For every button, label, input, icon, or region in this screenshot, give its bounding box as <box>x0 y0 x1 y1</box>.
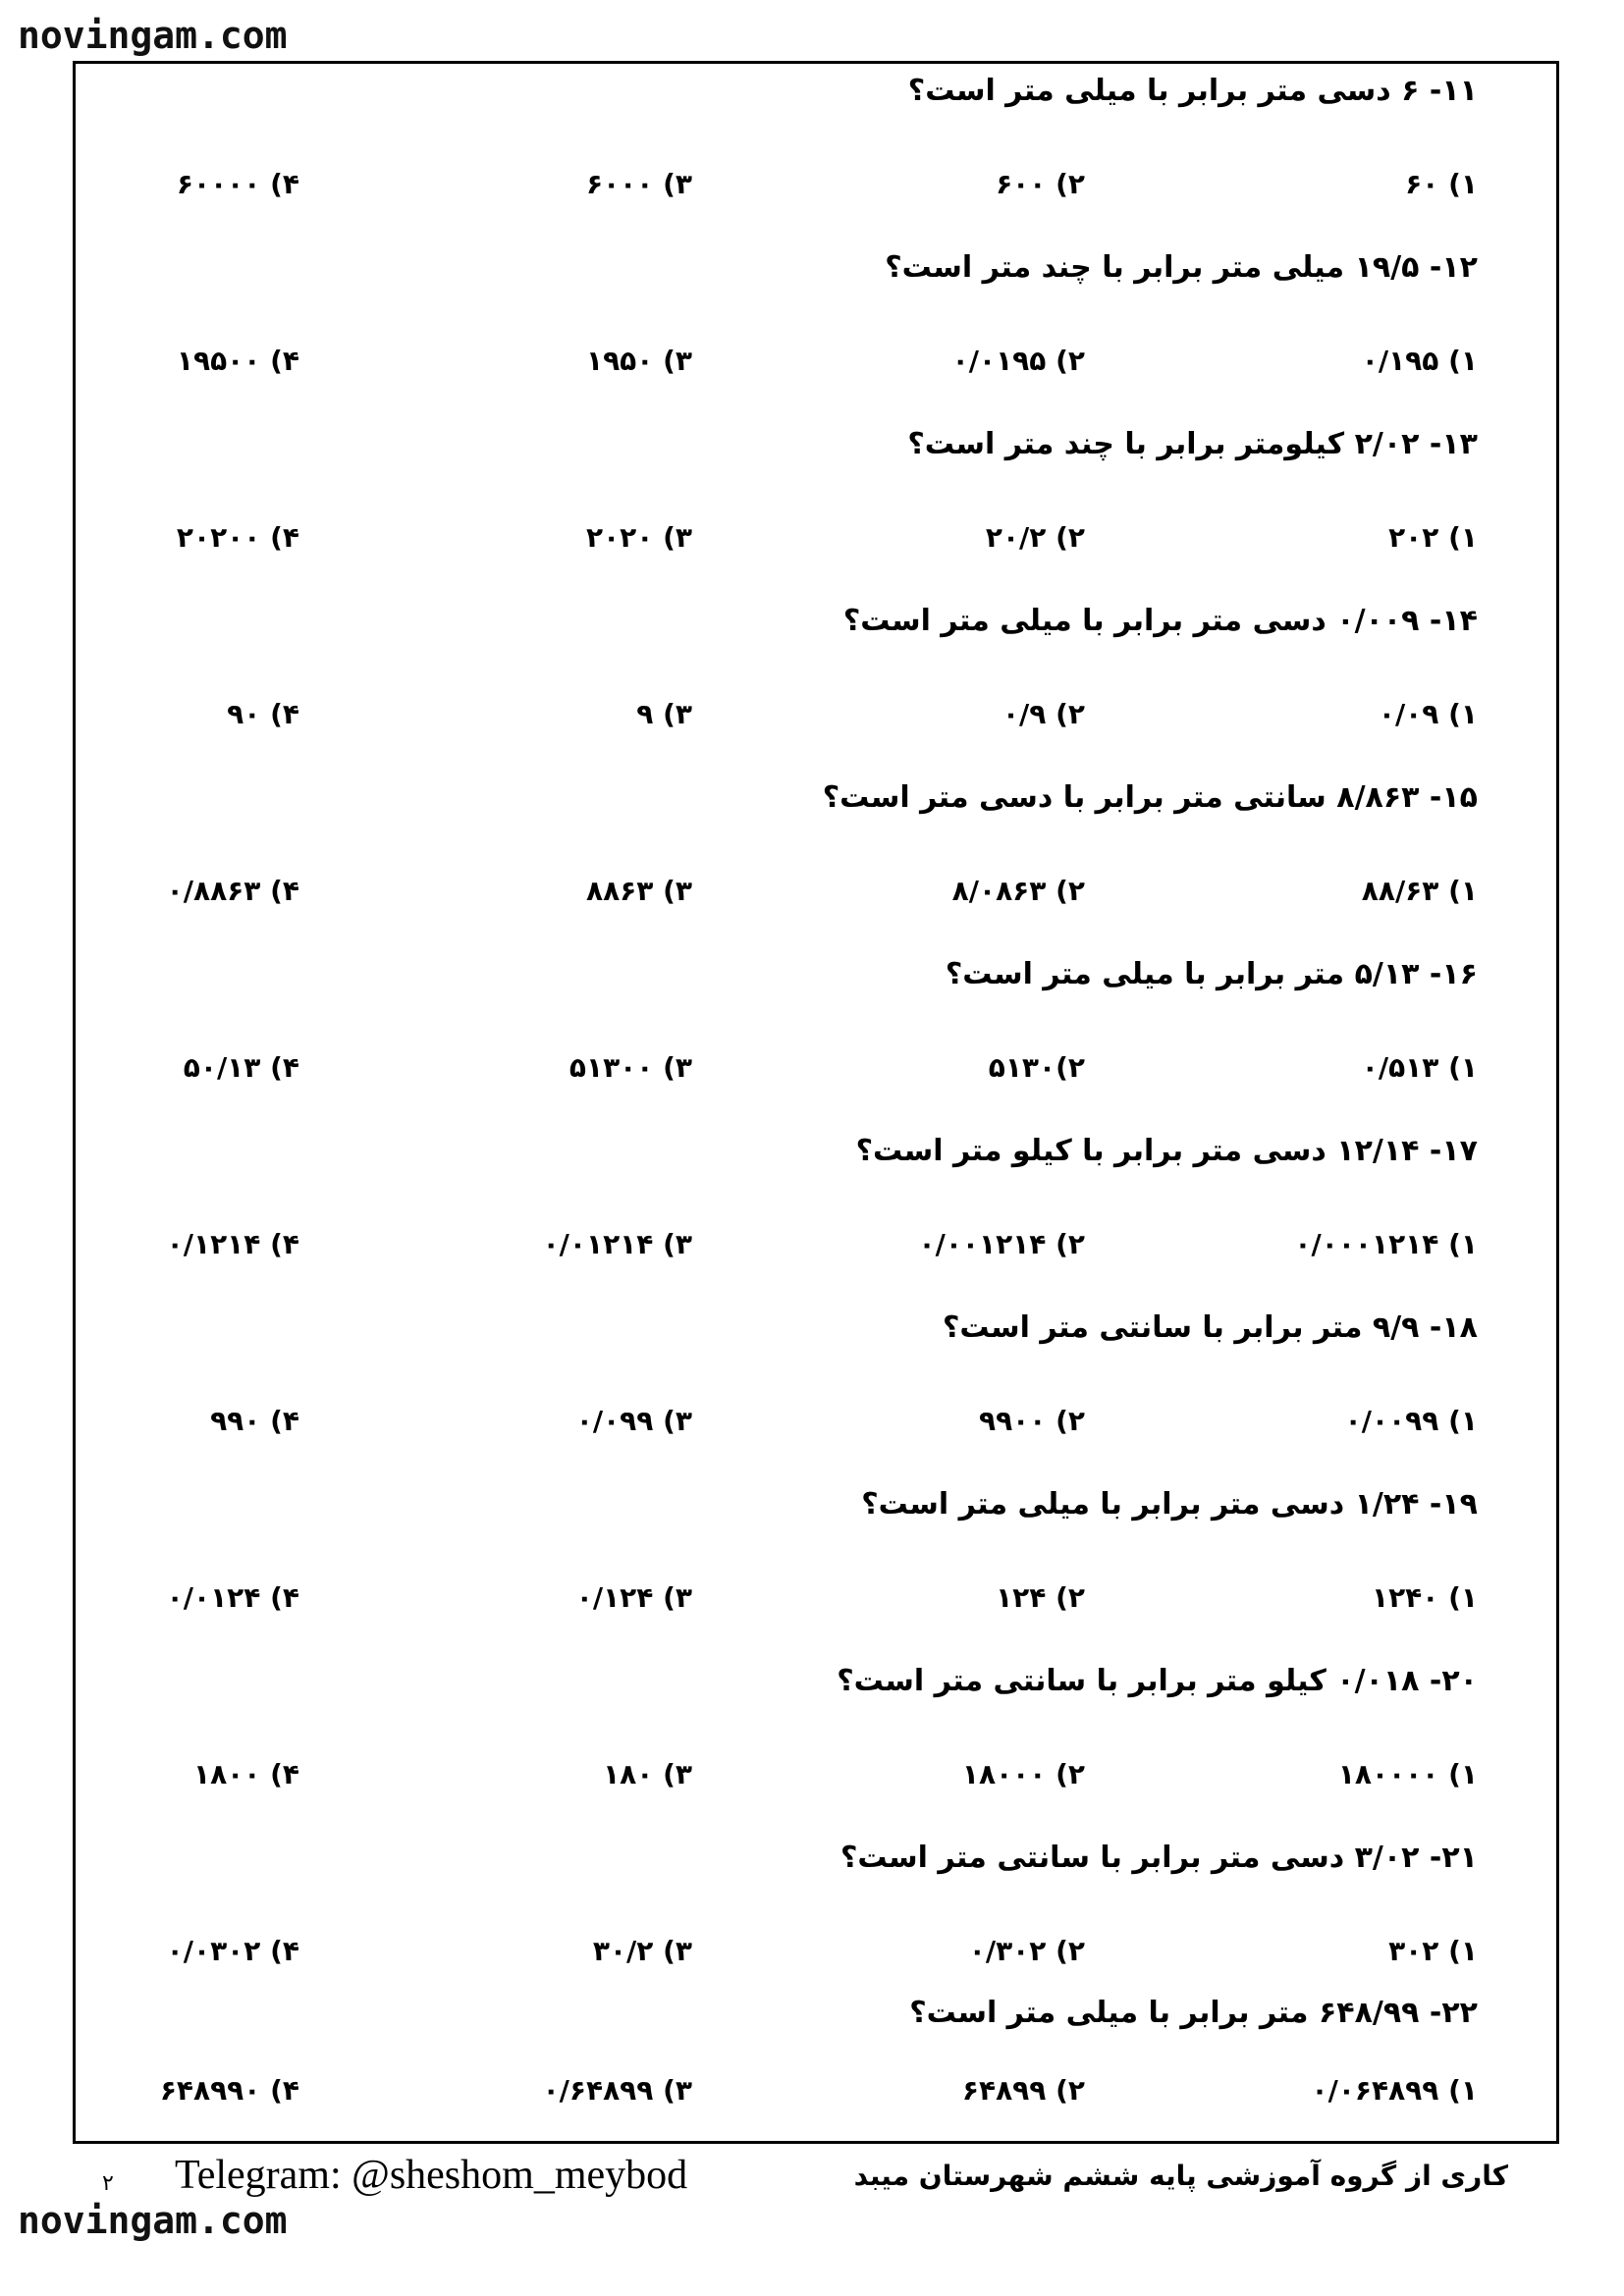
options-17 <box>76 1228 1556 1267</box>
question-12: ۱۲- ۱۹/۵ میلی متر برابر با چند متر است؟ <box>885 250 1478 285</box>
option-1: ۱) ۰/۰۰۹۹ <box>1344 1405 1478 1437</box>
option-4: ۴) ۹۹۰ <box>210 1405 299 1437</box>
option-4: ۴) ۶۰۰۰۰ <box>176 168 299 200</box>
option-4: ۴) ۹۰ <box>227 698 299 730</box>
option-2: ۲) ۰/۰۱۹۵ <box>951 345 1085 377</box>
option-2: ۲) ۰/۳۰۲ <box>968 1935 1085 1967</box>
watermark-bottom: novingam.com <box>18 2199 288 2242</box>
question-15: ۱۵- ۸/۸۶۳ سانتی متر برابر با دسی متر است؟ <box>822 780 1478 815</box>
option-1: ۱) ۱۸۰۰۰۰ <box>1337 1758 1478 1790</box>
question-14: ۱۴- ۰/۰۰۹ دسی متر برابر با میلی متر است؟ <box>842 604 1478 638</box>
option-1: ۱) ۰/۱۹۵ <box>1361 345 1478 377</box>
option-3: ۳) ۱۸۰ <box>603 1758 692 1790</box>
option-3: ۳) ۹ <box>636 698 692 730</box>
question-frame <box>73 61 1559 2144</box>
option-2: ۲) ۰/۰۰۱۲۱۴ <box>918 1228 1085 1260</box>
option-1: ۱) ۶۰ <box>1405 168 1478 200</box>
footer-credit: کاری از گروه آموزشی پایه ششم شهرستان میبد <box>853 2160 1508 2192</box>
footer-telegram: Telegram: @sheshom_meybod <box>175 2153 688 2198</box>
option-4: ۴) ۱۸۰۰ <box>193 1758 299 1790</box>
question-18: ۱۸- ۹/۹ متر برابر با سانتی متر است؟ <box>943 1310 1478 1345</box>
option-3: ۳) ۰/۰۹۹ <box>575 1405 692 1437</box>
options-14 <box>76 698 1556 737</box>
option-3: ۳) ۰/۰۱۲۱۴ <box>542 1228 692 1260</box>
option-4: ۴) ۵۰/۱۳ <box>183 1051 299 1084</box>
question-13: ۱۳- ۲/۰۲ کیلومتر برابر با چند متر است؟ <box>907 427 1478 461</box>
option-3: ۳) ۵۱۳۰۰ <box>568 1051 692 1084</box>
option-3: ۳) ۸۸۶۳ <box>586 875 692 907</box>
option-4: ۴) ۰/۸۸۶۳ <box>166 875 299 907</box>
option-2: ۲) ۸/۰۸۶۳ <box>951 875 1085 907</box>
option-1: ۱) ۲۰۲ <box>1388 521 1478 554</box>
option-1: ۱) ۳۰۲ <box>1388 1935 1478 1967</box>
option-4: ۴) ۰/۰۳۰۲ <box>166 1935 299 1967</box>
option-3: ۳) ۱۹۵۰ <box>586 345 692 377</box>
option-1: ۱) ۰/۵۱۳ <box>1361 1051 1478 1084</box>
page-number: ۲ <box>102 2171 114 2196</box>
options-21 <box>76 1935 1556 1974</box>
option-2: ۲) ۹۹۰۰ <box>979 1405 1085 1437</box>
option-1: ۱) ۱۲۴۰ <box>1372 1581 1478 1614</box>
option-2: ۲) ۱۲۴ <box>996 1581 1085 1614</box>
options-22 <box>76 2074 1556 2113</box>
options-11 <box>76 168 1556 207</box>
option-3: ۳) ۰/۱۲۴ <box>575 1581 692 1614</box>
option-4: ۴) ۰/۱۲۱۴ <box>166 1228 299 1260</box>
option-4: ۴) ۰/۰۱۲۴ <box>166 1581 299 1614</box>
options-15 <box>76 875 1556 914</box>
question-20: ۲۰- ۰/۰۱۸ کیلو متر برابر با سانتی متر است؟ <box>837 1664 1478 1698</box>
question-11: ۱۱- ۶ دسی متر برابر با میلی متر است؟ <box>907 74 1478 108</box>
option-2: ۲) ۶۰۰ <box>996 168 1085 200</box>
option-1: ۱) ۸۸/۶۳ <box>1361 875 1478 907</box>
option-4: ۴) ۱۹۵۰۰ <box>176 345 299 377</box>
option-1: ۱) ۰/۰۹ <box>1378 698 1478 730</box>
question-22: ۲۲- ۶۴۸/۹۹ متر برابر با میلی متر است؟ <box>909 1996 1478 2030</box>
option-1: ۱) ۰/۰۶۴۸۹۹ <box>1311 2074 1478 2107</box>
option-1: ۱) ۰/۰۰۰۱۲۱۴ <box>1294 1228 1478 1260</box>
question-16: ۱۶- ۵/۱۳ متر برابر با میلی متر است؟ <box>945 957 1478 991</box>
question-17: ۱۷- ۱۲/۱۴ دسی متر برابر با کیلو متر است؟ <box>855 1134 1478 1168</box>
options-16 <box>76 1051 1556 1091</box>
option-3: ۳) ۲۰۲۰ <box>586 521 692 554</box>
option-2: ۲) ۰/۹ <box>1001 698 1085 730</box>
option-2: ۲) ۶۴۸۹۹ <box>961 2074 1085 2107</box>
option-4: ۴) ۲۰۲۰۰ <box>176 521 299 554</box>
option-4: ۴) ۶۴۸۹۹۰ <box>159 2074 299 2107</box>
options-20 <box>76 1758 1556 1797</box>
options-19 <box>76 1581 1556 1621</box>
option-2: ۲) ۲۰/۲ <box>985 521 1085 554</box>
question-19: ۱۹- ۱/۲۴ دسی متر برابر با میلی متر است؟ <box>861 1487 1478 1522</box>
question-21: ۲۱- ۳/۰۲ دسی متر برابر با سانتی متر است؟ <box>840 1841 1478 1875</box>
options-18 <box>76 1405 1556 1444</box>
option-3: ۳) ۶۰۰۰ <box>586 168 692 200</box>
option-2: ۲)۵۱۳۰ <box>988 1051 1085 1084</box>
option-2: ۲) ۱۸۰۰۰ <box>961 1758 1085 1790</box>
option-3: ۳) ۳۰/۲ <box>592 1935 692 1967</box>
options-13 <box>76 521 1556 561</box>
option-3: ۳) ۰/۶۴۸۹۹ <box>542 2074 692 2107</box>
options-12 <box>76 345 1556 384</box>
watermark-top: novingam.com <box>18 14 288 57</box>
